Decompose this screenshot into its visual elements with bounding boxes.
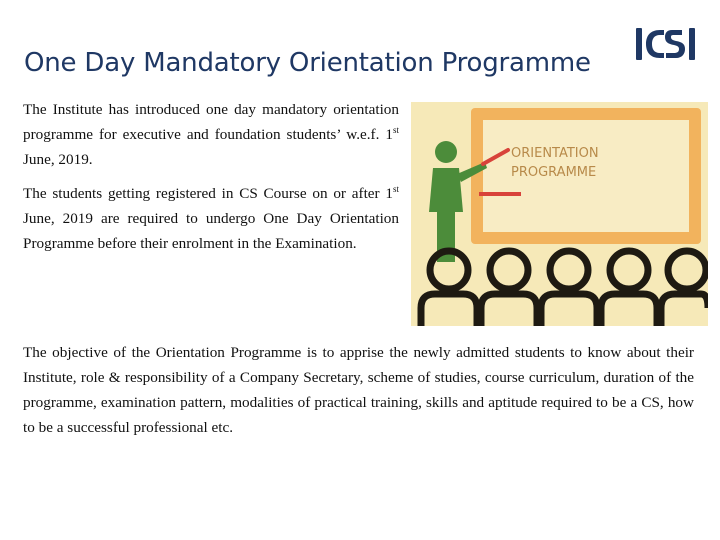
requirement-paragraph: The students getting registered in CS Course on or after 1st June, 2019 are required to undergo One Day Orientation Programme before their enrolment in the Examination. bbox=[23, 184, 399, 252]
page-title: One Day Mandatory Orientation Programme bbox=[24, 48, 591, 78]
orientation-illustration bbox=[411, 102, 708, 326]
intro-paragraph: The Institute has introduced one day mandatory orientation programme for executive and foundation students’ w.e.f. 1st June, 2019. bbox=[23, 101, 399, 168]
icsi-logo bbox=[634, 24, 698, 64]
board-text-line1: ORIENTATION bbox=[511, 146, 599, 161]
board-text-line2: PROGRAMME bbox=[511, 165, 597, 180]
objective-paragraph: The objective of the Orientation Programme is to apprise the newly admitted students to know about their Institute, role & responsibility of a Company Secretary, scheme of studies, course curriculum, duration of the programme, examination pattern, modalities of practical training, skills and aptitude required to be a CS, how to be a successful professional etc. bbox=[23, 344, 694, 436]
